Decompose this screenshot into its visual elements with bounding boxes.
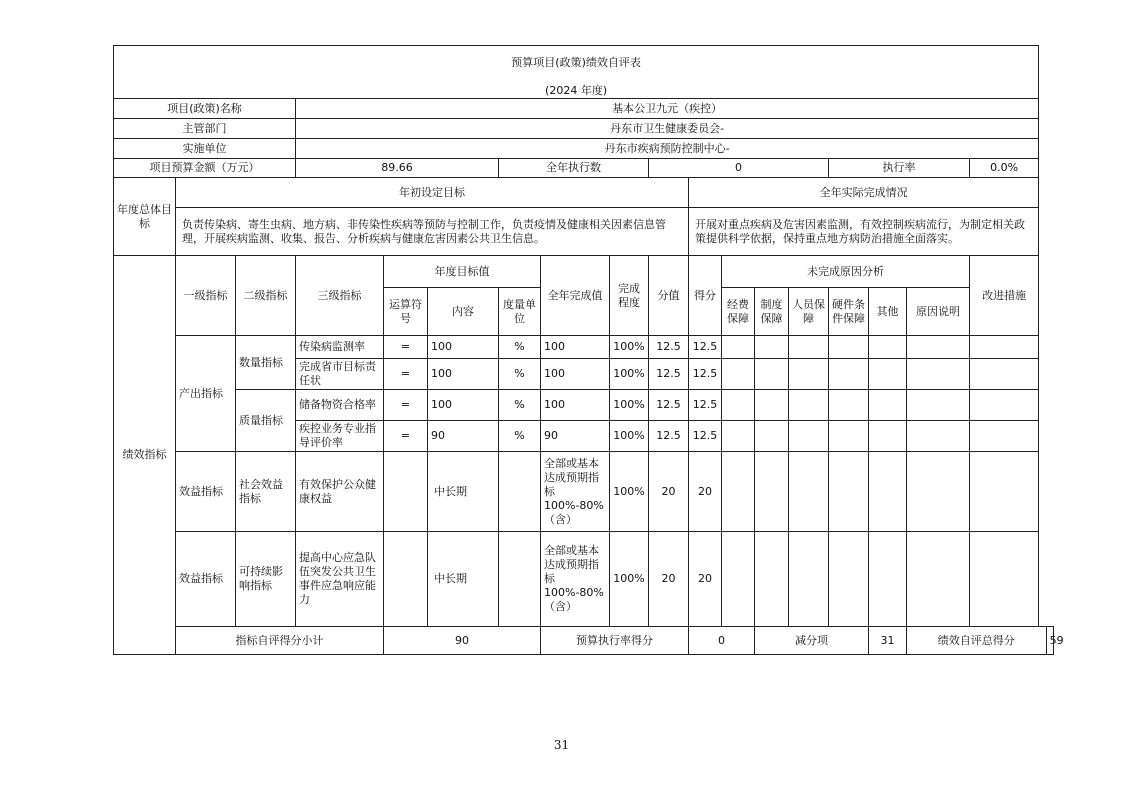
unit-value: 丹东市疾病预防控制中心-: [296, 139, 1039, 159]
initial-goal-text: 负责传染病、寄生虫病、地方病、非传染性疾病等预防与控制工作，负责疫情及健康相关因素信息管理，开展疾病监测、收集、报告、分析疾病与健康危害因素公共卫生信息。: [176, 208, 689, 256]
rate-label: 执行率: [829, 159, 970, 178]
indicator-name: 有效保护公众健康权益: [296, 452, 384, 532]
indicator-content: 中长期: [428, 452, 499, 532]
funding-header: 经费保障: [722, 288, 755, 336]
actual-goal-header: 全年实际完成情况: [689, 178, 1039, 208]
indicator-content: 100: [428, 336, 499, 359]
budget-value: 89.66: [296, 159, 499, 178]
content-header: 内容: [428, 288, 499, 336]
group-sustain: 可持续影响指标: [236, 532, 296, 627]
score-header: 得分: [689, 256, 722, 336]
degree-header: 完成程度: [610, 256, 649, 336]
group-social: 社会效益指标: [236, 452, 296, 532]
page-year: (2024 年度): [545, 84, 608, 97]
unit-header: 度量单位: [499, 288, 541, 336]
indicator-degree: 100%: [610, 336, 649, 359]
evaluation-table: [113, 45, 1064, 655]
indicator-content: 100: [428, 390, 499, 421]
actual-goal-text: 开展对重点疾病及危害因素监测，有效控制疾病流行，为制定相关政策提供科学依据，保持重点地方病防治措施全面落实。: [689, 208, 1039, 256]
exec-value: 0: [649, 159, 829, 178]
exec-label: 全年执行数: [499, 159, 649, 178]
annual-target-header: 年度目标值: [384, 256, 541, 288]
indicator-actual: 100: [541, 390, 610, 421]
indicator-degree: 100%: [610, 359, 649, 390]
indicator-actual: 100: [541, 359, 610, 390]
page-number: 31: [553, 738, 570, 752]
indicator-actual: 全部或基本达成预期指标100%-80%（含）: [541, 452, 610, 532]
dept-value: 丹东市卫生健康委员会-: [296, 119, 1039, 139]
level3-header: 三级指标: [296, 256, 384, 336]
group-quality: 质量指标: [236, 390, 296, 452]
subtotal-value: 90: [384, 627, 541, 655]
initial-goal-header: 年初设定目标: [176, 178, 689, 208]
indicator-op: =: [384, 390, 428, 421]
indicator-content: 100: [428, 359, 499, 390]
improve-header: 改进措施: [970, 256, 1039, 336]
indicator-score: 12.5: [689, 421, 722, 452]
page-title: 预算项目(政策)绩效自评表: [511, 56, 641, 69]
reason-header: 原因说明: [907, 288, 970, 336]
goals-label: 年度总体目标: [114, 178, 176, 256]
title-cell: [114, 46, 1039, 99]
indicator-weight: 12.5: [649, 390, 689, 421]
level1-header: 一级指标: [176, 256, 236, 336]
dept-label: 主管部门: [114, 119, 296, 139]
staff-header: 人员保障: [789, 288, 829, 336]
indicator-degree: 100%: [610, 390, 649, 421]
indicator-actual: 全部或基本达成预期指标100%-80%（含）: [541, 532, 610, 627]
deduct-label: 减分项: [755, 627, 869, 655]
subtotal-label: 指标自评得分小计: [176, 627, 384, 655]
rate-value: 0.0%: [970, 159, 1039, 178]
group-quantity: 数量指标: [236, 336, 296, 390]
indicator-unit: %: [499, 390, 541, 421]
indicator-score: 20: [689, 452, 722, 532]
indicator-score: 12.5: [689, 359, 722, 390]
system-header: 制度保障: [755, 288, 789, 336]
operator-header: 运算符号: [384, 288, 428, 336]
deduct-value: 31: [869, 627, 907, 655]
indicator-actual: 100: [541, 336, 610, 359]
actual-header: 全年完成值: [541, 256, 610, 336]
indicator-degree: 100%: [610, 452, 649, 532]
indicator-unit: %: [499, 421, 541, 452]
weight-header: 分值: [649, 256, 689, 336]
indicator-name: 疾控业务专业指导评价率: [296, 421, 384, 452]
indicator-name: 完成省市目标责任状: [296, 359, 384, 390]
indicator-unit: %: [499, 359, 541, 390]
perf-label: 绩效指标: [114, 256, 176, 655]
indicator-name: 传染病监测率: [296, 336, 384, 359]
total-label: 绩效自评总得分: [907, 627, 1047, 655]
group-benefit: 效益指标: [176, 532, 236, 627]
other-header: 其他: [869, 288, 907, 336]
indicator-weight: 12.5: [649, 359, 689, 390]
indicator-name: 提高中心应急队伍突发公共卫生事件应急响应能力: [296, 532, 384, 627]
indicator-score: 20: [689, 532, 722, 627]
budget-score-label: 预算执行率得分: [541, 627, 689, 655]
indicator-degree: 100%: [610, 421, 649, 452]
indicator-op: =: [384, 359, 428, 390]
indicator-weight: 20: [649, 532, 689, 627]
total-value: 59: [1046, 627, 1053, 655]
hardware-header: 硬件条件保障: [829, 288, 869, 336]
indicator-weight: 12.5: [649, 336, 689, 359]
indicator-op: [384, 532, 428, 627]
unit-label: 实施单位: [114, 139, 296, 159]
indicator-actual: 90: [541, 421, 610, 452]
group-output: 产出指标: [176, 336, 236, 452]
indicator-op: [384, 452, 428, 532]
indicator-weight: 20: [649, 452, 689, 532]
indicator-content: 90: [428, 421, 499, 452]
indicator-op: =: [384, 336, 428, 359]
indicator-op: =: [384, 421, 428, 452]
indicator-weight: 12.5: [649, 421, 689, 452]
indicator-unit: [499, 532, 541, 627]
level2-header: 二级指标: [236, 256, 296, 336]
indicator-unit: [499, 452, 541, 532]
indicator-score: 12.5: [689, 390, 722, 421]
evaluation-sheet: [113, 45, 1064, 655]
indicator-unit: %: [499, 336, 541, 359]
group-benefit: 效益指标: [176, 452, 236, 532]
unfinished-header: 未完成原因分析: [722, 256, 970, 288]
indicator-content: 中长期: [428, 532, 499, 627]
indicator-degree: 100%: [610, 532, 649, 627]
project-value: 基本公卫九元（疾控）: [296, 99, 1039, 119]
project-label: 项目(政策)名称: [114, 99, 296, 119]
budget-label: 项目预算金额（万元）: [114, 159, 296, 178]
budget-score-value: 0: [689, 627, 755, 655]
indicator-name: 储备物资合格率: [296, 390, 384, 421]
indicator-score: 12.5: [689, 336, 722, 359]
